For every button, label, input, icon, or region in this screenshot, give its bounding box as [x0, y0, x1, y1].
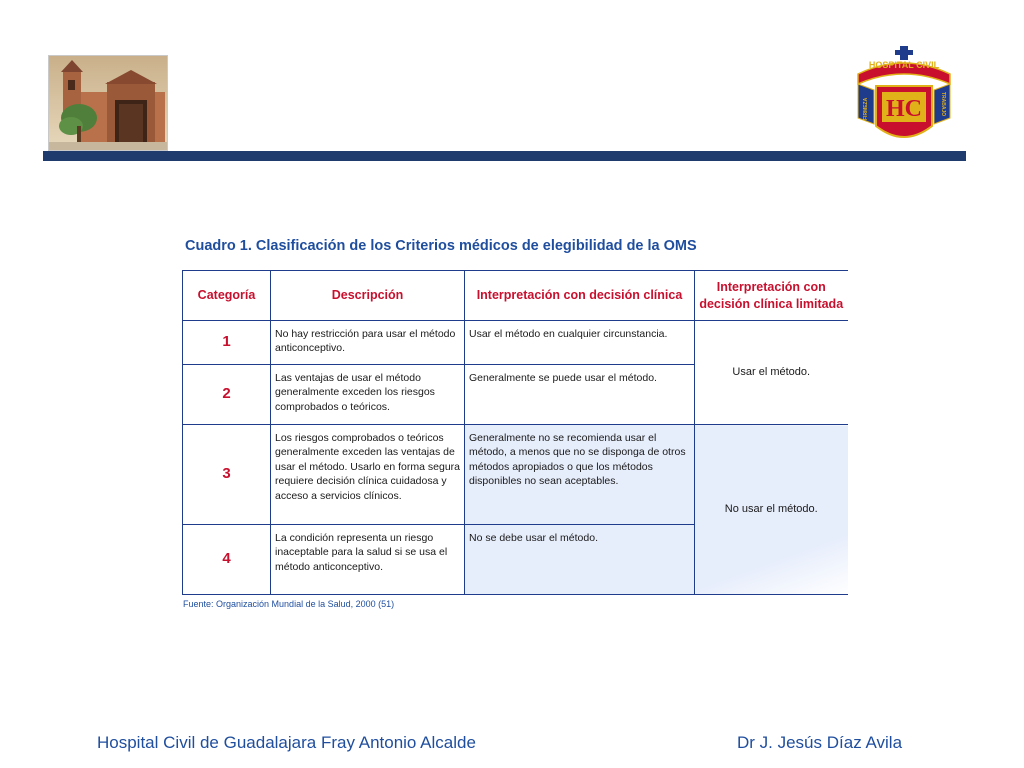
category-interpretation: Usar el método en cualquier circunstancia.	[465, 321, 695, 365]
header-divider-bar	[43, 151, 966, 161]
category-description: No hay restricción para usar el método anticonceptivo.	[271, 321, 465, 365]
table-source-note: Fuente: Organización Mundial de la Salud, 2000 (51)	[183, 599, 395, 609]
category-number: 4	[183, 525, 271, 595]
category-number: 2	[183, 365, 271, 425]
category-description: Los riesgos comprobados o teóricos generalmente exceden las ventajas de usar el método. Usarlo en forma segura requiere decisión clínica cuidadosa y acceso a servicios clínicos.	[271, 425, 465, 525]
footer-institution: Hospital Civil de Guadalajara Fray Antonio Alcalde	[97, 733, 476, 752]
table-title: Cuadro 1. Clasificación de los Criterios médicos de elegibilidad de la OMS	[185, 238, 697, 254]
hospital-civil-crest-logo	[852, 44, 956, 152]
table-row	[183, 321, 848, 365]
category-number: 1	[183, 321, 271, 365]
hospital-building-photo	[48, 55, 168, 151]
header-interpretacion: Interpretación con decisión clínica	[465, 271, 695, 321]
header-interpretacion-limitada: Interpretación con decisión clínica limitada	[695, 271, 848, 321]
header-descripcion: Descripción	[271, 271, 465, 321]
header-categoria: Categoría	[183, 271, 271, 321]
category-interpretation: No se debe usar el método.	[465, 525, 695, 595]
who-eligibility-criteria-table	[182, 270, 848, 595]
table-header-row	[183, 271, 848, 321]
category-number: 3	[183, 425, 271, 525]
category-interpretation: Generalmente no se recomienda usar el método, a menos que no se disponga de otros métodos apropiados o que los métodos disponibles no sean aceptables.	[465, 425, 695, 525]
svg-text:HC: HC	[886, 96, 922, 122]
table-row	[183, 425, 848, 525]
svg-text:HOSPITAL CIVIL: HOSPITAL CIVIL	[868, 60, 940, 70]
category-description: Las ventajas de usar el método generalmente exceden los riesgos comprobados o teóricos.	[271, 365, 465, 425]
footer-author: Dr J. Jesús Díaz Avila	[737, 733, 903, 752]
category-description: La condición representa un riesgo inaceptable para la salud si se usa el método anticonceptivo.	[271, 525, 465, 595]
limited-interpretation-use: Usar el método.	[695, 321, 848, 425]
svg-text:FIRMEZA: FIRMEZA	[863, 97, 869, 120]
limited-interpretation-do-not-use: No usar el método.	[695, 425, 848, 595]
category-interpretation: Generalmente se puede usar el método.	[465, 365, 695, 425]
svg-text:TRABAJO: TRABAJO	[940, 92, 946, 117]
